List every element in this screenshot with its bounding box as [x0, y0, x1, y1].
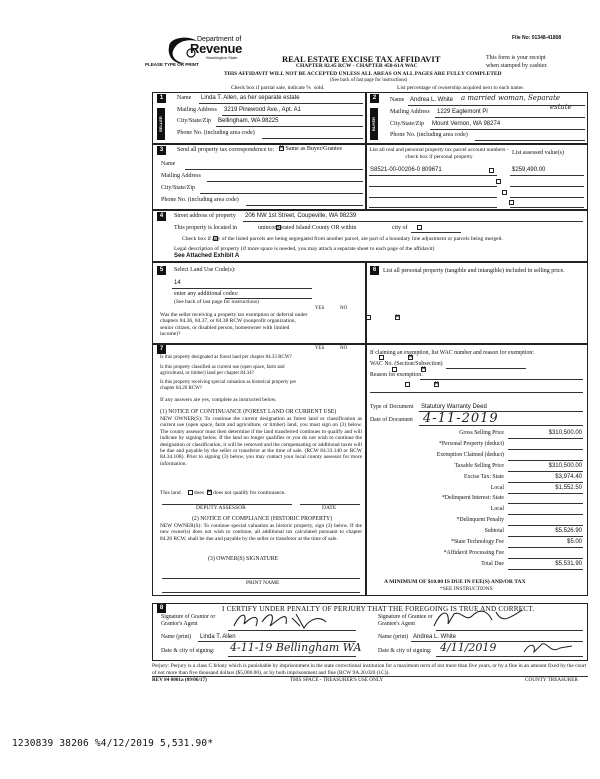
- section-7-no: NO: [340, 346, 348, 351]
- see-back-top: (See back of last page for instructions): [330, 78, 408, 83]
- receipt-note-1: This form is your receipt: [486, 55, 546, 61]
- partial-sale-sold: sold.: [314, 85, 325, 91]
- seller-city[interactable]: Bellingham, WA 98225: [218, 118, 279, 124]
- assessor-date-label: DATE: [322, 505, 337, 511]
- partial-sale-label: Check box if partial sale, indicate %: [231, 85, 311, 91]
- buyer-name[interactable]: Andrea L. White: [410, 97, 454, 103]
- does-not-checkbox[interactable]: [207, 490, 212, 495]
- segregated-label: Check box if any of the listed parcels are being segregated from another parcel, are part of a boundary line adjustment or parcels being merged.: [182, 236, 503, 242]
- property-number: 4: [157, 212, 166, 221]
- tax-row-value[interactable]: $5.00: [566, 539, 582, 545]
- buyer-name-label: Name: [390, 97, 405, 103]
- seller-address[interactable]: 3219 Pinewood Ave., Apt. A1: [224, 107, 301, 113]
- grantor-name-label: Name (print): [161, 634, 192, 640]
- tax-row-value[interactable]: $3,974.40: [555, 474, 582, 480]
- grantee-sig-label: Signature of Grantee or Grantee's Agent: [378, 614, 433, 627]
- rev-number: REV 84 0001a (09/06/17): [152, 677, 207, 683]
- tax-row-value[interactable]: $5,531.90: [555, 561, 582, 567]
- minimum-fee-note: A MINIMUM OF $10.00 IS DUE IN FEE(S) AND/OR TAX: [384, 579, 526, 585]
- personal-property-checkbox-1[interactable]: [489, 168, 494, 173]
- tax-row-label: Exemption Claimed (deduct): [436, 452, 504, 458]
- tax-row-value[interactable]: $310,500.00: [548, 430, 582, 436]
- location-label: This property is located in: [174, 225, 237, 231]
- doc-date[interactable]: 4-11-2019: [423, 411, 499, 426]
- grantee-date-city-label: Date & city of signing:: [378, 648, 432, 654]
- doc-date-label: Date of Document: [370, 417, 413, 423]
- form-title: REAL ESTATE EXCISE TAX AFFIDAVIT: [282, 54, 441, 64]
- buyer-city-label: City/State/Zip: [390, 121, 424, 127]
- does-label: does: [193, 490, 204, 496]
- dept-line1: Department of: [197, 36, 242, 43]
- tax-row-label: *Affidavit Processing Fee: [443, 550, 504, 556]
- dept-line2: Revenue: [190, 41, 243, 56]
- land-use-no: NO: [340, 306, 348, 311]
- city-of-label: city of: [392, 225, 408, 231]
- personal-property-checkbox-3[interactable]: [502, 190, 507, 195]
- grantee-date-city[interactable]: 4/11/2019: [440, 641, 497, 654]
- tax-row-label: *Delinquent Interest: State: [441, 495, 504, 501]
- grantor-name-print[interactable]: Linda T. Allen: [200, 634, 236, 640]
- see-instructions: *SEE INSTRUCTIONS: [440, 586, 493, 592]
- cashier-stamp: 1230839 38206 %4/12/2019 5,531.90*: [12, 738, 214, 749]
- within-city-checkbox[interactable]: [417, 225, 422, 230]
- print-name-label: PRINT NAME: [246, 580, 280, 586]
- corr-address-label: Mailing Address: [161, 173, 201, 179]
- certify-number: 8: [157, 604, 166, 613]
- tax-row-label: Taxable Selling Price: [454, 463, 504, 469]
- ownership-note: List percentage of ownership acquired next to each name.: [397, 85, 524, 91]
- notice-continuance-body: NEW OWNER(S): To continue the current designation as forest land or classification as current use (open space, farm and agriculture, or timber) land, you must sign on (3) below. The county assessor must then determine if the land transferred continues to qualify and will indicate by signing below. If the land no longer qualifies or you do not wish to continue the designation or classification, it will be removed and the compensating or additional taxes will be due and payable by the seller or transferor at the time of sale. (RCW 84.33.140 or RCW 84.34.108). Prior to signing (3) below, you may contact your local county assessor for more information.: [160, 416, 362, 467]
- file-number: File No: 01348-41808: [512, 35, 562, 41]
- treasurer-space: THIS SPACE - TREASURER'S USE ONLY: [290, 677, 384, 683]
- county-treasurer: COUNTY TREASURER: [525, 677, 578, 683]
- parcels-header: List all real and personal property tax parcel account numbers - check box if personal property: [369, 147, 509, 160]
- corr-phone-label: Phone No. (including area code): [161, 197, 239, 203]
- seller-address-label: Mailing Address: [177, 107, 217, 113]
- tax-row-label: Total Due: [481, 561, 504, 567]
- doc-type-label: Type of Document: [370, 404, 414, 410]
- same-as-buyer-checkbox[interactable]: [279, 146, 342, 152]
- unincorporated-label: unincorporated Island County OR within: [258, 225, 357, 231]
- additional-codes-label: enter any additional codes:: [174, 291, 239, 297]
- legal-description-label: Legal description of property (if more space is needed, you may attach a separate sheet to each page of the affidavit): [174, 246, 435, 252]
- buyer-city[interactable]: Mount Vernon, WA 98274: [432, 121, 501, 127]
- buyer-address-label: Mailing Address: [390, 109, 430, 115]
- exemption-claiming-label: If claiming an exemption, list WAC number and reason for exemption:: [370, 350, 534, 356]
- grantee-initials: [520, 640, 580, 656]
- doc-type[interactable]: Statutory Warranty Deed: [421, 404, 487, 410]
- warning-line: THIS AFFIDAVIT WILL NOT BE ACCEPTED UNLESS ALL AREAS ON ALL PAGES ARE FULLY COMPLETED: [224, 71, 502, 77]
- tax-row-value[interactable]: $5,526.90: [555, 528, 582, 534]
- grantee-name-label: Name (print): [378, 634, 409, 640]
- qualify-label: qualify for continuance.: [232, 490, 286, 496]
- land-use-yes: YES: [315, 306, 325, 311]
- exemption-question: Was the seller receiving a property tax exemption or deferral under chapters 84.36, 84.37, or 84.38 RCW (nonprofit organization, senior citizen, or disabled person, homeowner with limited income)?: [160, 312, 308, 338]
- form-subtitle: CHAPTER 82.45 RCW - CHAPTER 458-61A WAC: [296, 63, 418, 69]
- tax-row-value[interactable]: $1,552.50: [555, 485, 582, 491]
- same-as-buyer-check-icon[interactable]: [279, 146, 284, 151]
- assessed-header: List assessed value(s): [512, 150, 564, 156]
- tax-row-label: Gross Selling Price: [459, 430, 504, 436]
- land-use-number: 5: [157, 266, 166, 275]
- notice-compliance-title: (2) NOTICE OF COMPLIANCE (HISTORIC PROPERTY): [192, 516, 333, 522]
- same-as-buyer-label: Same as Buyer/Grantee: [285, 146, 343, 152]
- seller-number: 1: [157, 94, 166, 103]
- exemption-reason-label: Reason for exemption:: [370, 372, 423, 378]
- buyer-number: 2: [370, 94, 379, 103]
- grantor-date-city[interactable]: 4-11-19 Bellingham WA: [230, 641, 362, 654]
- does-checkbox[interactable]: [188, 490, 193, 495]
- correspondence-number: 3: [157, 146, 166, 155]
- forest-question: Is this property designated as forest land per chapter 84.33 RCW?: [160, 355, 292, 360]
- certify-statement: I CERTIFY UNDER PENALTY OF PERJURY THAT THE FOREGOING IS TRUE AND CORRECT.: [222, 605, 535, 613]
- tax-row-label: *State Technology Fee: [451, 539, 504, 545]
- buyer-side-label: BUYER GRANTEE: [370, 108, 378, 140]
- receipt-note-2: when stamped by cashier.: [486, 63, 548, 69]
- tax-row-value[interactable]: $310,500.00: [548, 463, 582, 469]
- historic-question: Is this property receiving special valuation as historical property per chapter 84.26 RCW?: [160, 380, 297, 391]
- dept-state: Washington State: [206, 55, 238, 60]
- seller-side-label: SELLER GRANTOR: [157, 108, 165, 140]
- correspondence-label: Send all property tax correspondence to:: [177, 147, 275, 153]
- personal-property-checkbox-2[interactable]: [496, 179, 501, 184]
- street-address[interactable]: 206 NW 1st Street, Coupeville, WA 98239: [245, 213, 357, 219]
- land-use-code[interactable]: 14: [174, 280, 181, 286]
- grantor-sig-label: Signature of Grantor or Grantor's Agent: [161, 614, 216, 627]
- tax-row-label: Subtotal: [484, 528, 504, 534]
- grantor-signature[interactable]: [230, 608, 360, 630]
- grantee-signature[interactable]: [430, 606, 530, 630]
- seller-city-label: City/State/Zip: [177, 118, 211, 124]
- tax-row-label: Local: [490, 485, 504, 491]
- street-label: Street address of property: [174, 213, 236, 219]
- personal-property-checkbox-4[interactable]: [509, 200, 514, 205]
- corr-name-label: Name: [161, 161, 176, 167]
- this-land-label: This land: [160, 490, 181, 496]
- continuance-line: [160, 490, 286, 496]
- current-use-question: Is this property classified as current use (open space, farm and agricultural, or timber) land per chapter 84.34?: [160, 365, 285, 376]
- tax-row-label: Excise Tax: State: [463, 474, 504, 480]
- seller-name-label: Name: [177, 95, 192, 101]
- parcel-number[interactable]: S8521-00-00206-0 809671: [370, 167, 442, 173]
- personal-property-number: 6: [370, 266, 379, 275]
- seller-phone-label: Phone No. (including area code): [177, 130, 255, 136]
- owner-signature-label: (3) OWNER(S) SIGNATURE: [208, 556, 279, 562]
- notice-compliance-body: NEW OWNER(S): To continue special valuation as historic property, sign (3) below. If the new owner(s) does not wish to continue, all additional tax calculated pursuant to chapter 84.26 RCW, shall be due and payable by the seller or transferor at the time of sale.: [160, 523, 362, 542]
- assessed-value[interactable]: $259,490.00: [512, 167, 546, 173]
- legal-exhibit[interactable]: See Attached Exhibit A: [174, 253, 240, 259]
- grantor-date-city-label: Date & city of signing:: [161, 648, 215, 654]
- please-type: PLEASE TYPE OR PRINT: [145, 62, 199, 67]
- corr-city-label: City/State/Zip: [161, 185, 195, 191]
- grantee-name-print[interactable]: Andrea L. White: [413, 634, 457, 640]
- tax-row-label: Local: [490, 506, 504, 512]
- tax-row-label: *Delinquent Penalty: [456, 517, 504, 523]
- section-7-number: 7: [157, 345, 166, 354]
- land-use-label: Select Land Use Code(s):: [174, 267, 236, 273]
- section-7-yes: YES: [315, 346, 325, 351]
- buyer-phone-label: Phone No. (including area code): [390, 132, 468, 138]
- does-not-label: does not: [213, 490, 232, 496]
- tax-row-label: *Personal Property (deduct): [438, 441, 504, 447]
- buyer-address[interactable]: 1229 Eaglemont Pl: [437, 109, 488, 115]
- perjury-statement: Perjury: Perjury is a class C felony which is punishable by imprisonment in the state correctional institution for a maximum term of not more than five years, or by a fine in an amount fixed by the court of not more than five thousand dollars ($5,000.00), or by both imprisonment and fine (RCW 9A.20.020 (1C)).: [152, 663, 587, 676]
- buyer-handwritten-1: a married woman, Separate: [461, 94, 561, 102]
- personal-property-label: List all personal property (tangible and intangible) included in selling price.: [383, 268, 565, 274]
- notice-continuance-title: (1) NOTICE OF CONTINUANCE (FOREST LAND OR CURRENT USE): [160, 409, 337, 415]
- wac-label: WAC No. (Section/Subsection): [370, 361, 443, 367]
- land-use-see-back: (See back of last page for instructions): [174, 299, 259, 305]
- seller-name[interactable]: Linda T. Allen, as her separate estate: [201, 95, 300, 101]
- buyer-handwritten-2: estate: [550, 103, 572, 111]
- if-any-yes: If any answers are yes, complete as instructed below.: [160, 397, 277, 403]
- deputy-assessor-label: DEPUTY ASSESSOR: [196, 505, 246, 511]
